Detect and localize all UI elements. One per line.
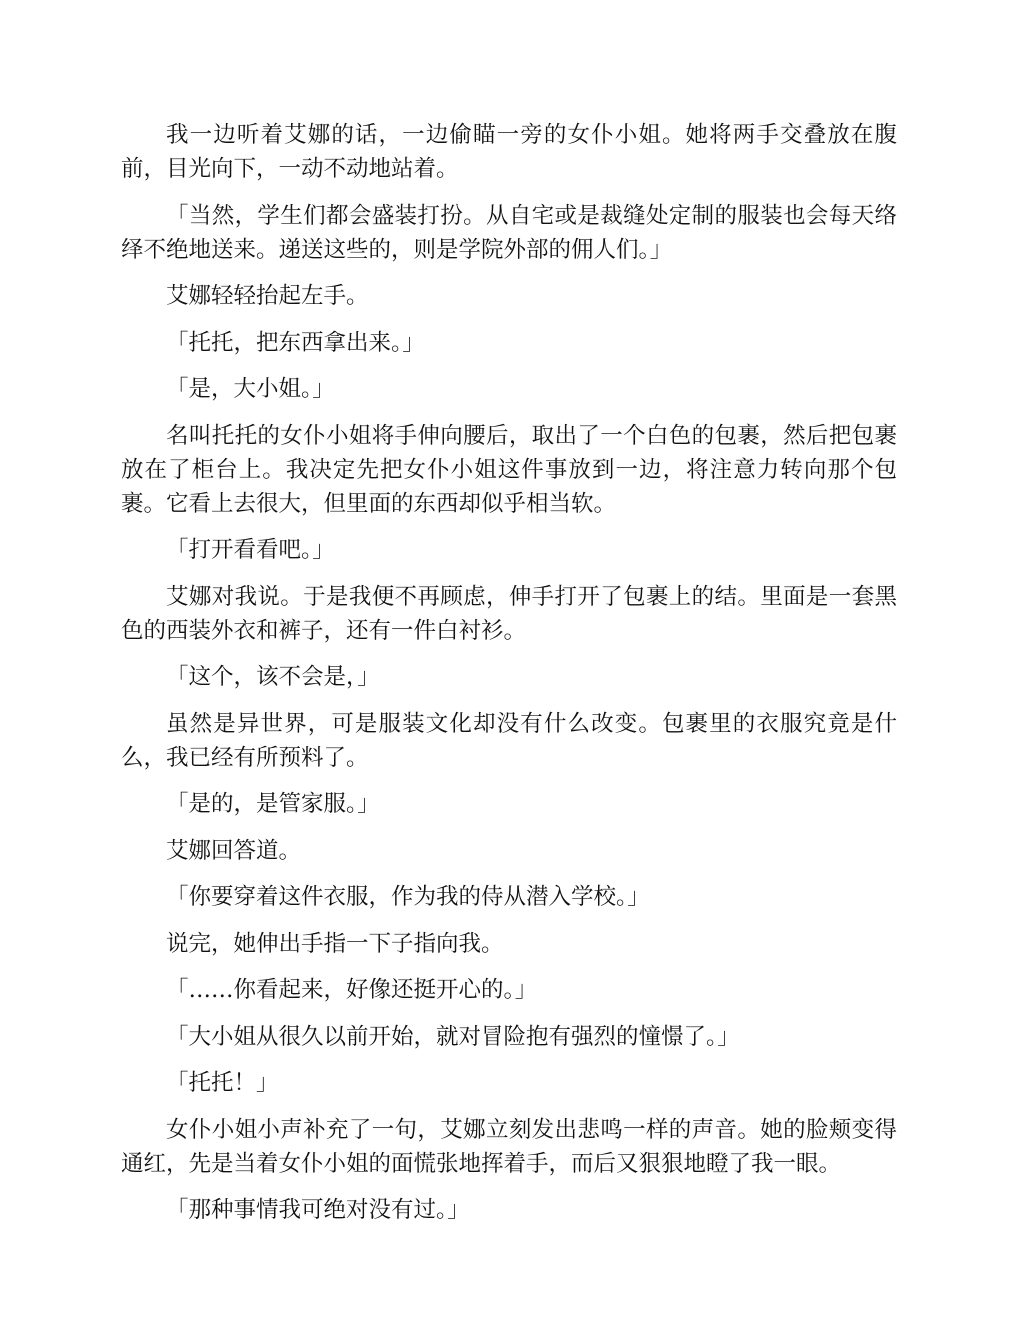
paragraph: 「是的，是管家服。」 bbox=[166, 791, 380, 817]
paragraph: 虽然是异世界，可是服装文化却没有什么改变。包裹里的衣服究竟是什么，我已经有所预料了。 bbox=[121, 710, 897, 771]
paragraph: 「这个，该不会是，」 bbox=[166, 664, 380, 690]
paragraph: 说完，她伸出手指一下子指向我。 bbox=[166, 930, 504, 957]
paragraph: 「那种事情我可绝对没有过。」 bbox=[166, 1197, 470, 1223]
paragraph: 艾娜轻轻抬起左手。 bbox=[166, 283, 369, 309]
paragraph: 「大小姐从很久以前开始，就对冒险抱有强烈的憧憬了。」 bbox=[166, 1023, 740, 1050]
paragraph: 「是，大小姐。」 bbox=[166, 376, 335, 402]
paragraph: 「你要穿着这件衣服，作为我的侍从潜入学校。」 bbox=[166, 884, 650, 910]
paragraph: 名叫托托的女仆小姐将手伸向腰后，取出了一个白色的包裹，然后把包裹放在了柜台上。我决定先把女仆小姐这件事放到一边，将注意力转向那个包裹。它看上去很大，但里面的东西却似乎相当软。 bbox=[121, 422, 897, 517]
paragraph: 「托托，把东西拿出来。」 bbox=[166, 329, 425, 356]
paragraph: 女仆小姐小声补充了一句，艾娜立刻发出悲鸣一样的声音。她的脸颊变得通红，先是当着女仆小姐的面慌张地挥着手，而后又狠狠地瞪了我一眼。 bbox=[121, 1116, 897, 1177]
paragraph: 我一边听着艾娜的话，一边偷瞄一旁的女仆小姐。她将两手交叠放在腹前，目光向下，一动不动地站着。 bbox=[121, 122, 897, 182]
paragraph: 艾娜对我说。于是我便不再顾虑，伸手打开了包裹上的结。里面是一套黑色的西装外衣和裤子，还有一件白衬衫。 bbox=[121, 583, 897, 644]
paragraph: 「打开看看吧。」 bbox=[166, 537, 335, 563]
paragraph: 「当然，学生们都会盛装打扮。从自宅或是裁缝处定制的服装也会每天络绎不绝地送来。递送这些的，则是学院外部的佣人们。」 bbox=[121, 202, 897, 263]
document-page bbox=[121, 118, 897, 1240]
paragraph: 「……你看起来，好像还挺开心的。」 bbox=[166, 977, 538, 1003]
paragraph: 「托托！」 bbox=[166, 1070, 279, 1096]
paragraph: 艾娜回答道。 bbox=[166, 837, 302, 864]
